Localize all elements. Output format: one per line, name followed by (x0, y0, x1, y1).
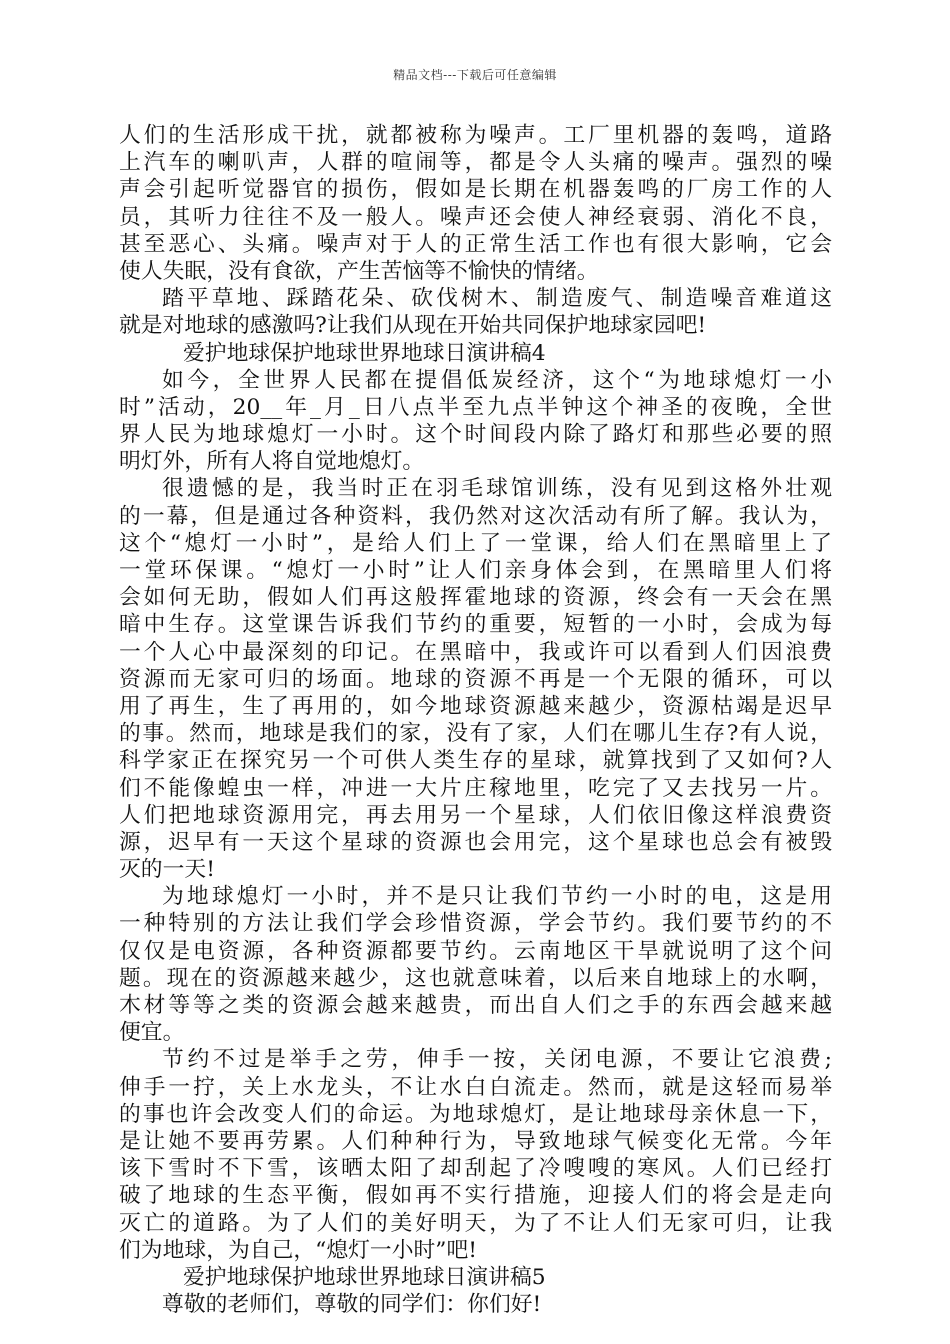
text-line: 一堂环保课。“熄灯一小时”让人们亲身体会到，在黑暗里人们将 (119, 558, 832, 583)
text-line: 资源而无家可归的场面。地球的资源不再是一个无限的循环，可以 (119, 666, 832, 692)
text-line: 人们的生活形成干扰，就都被称为噪声。工厂里机器的轰鸣，道路 (119, 123, 832, 148)
text-line: 该下雪时不下雪，该晒太阳了却刮起了冷嗖嗖的寒风。人们已经打 (119, 1156, 832, 1182)
text-line: 的事也许会改变人们的命运。为地球熄灯，是让地球母亲休息一下， (119, 1101, 832, 1127)
page-header: 精品文档---下载后可任意编辑 (393, 68, 557, 82)
text-line: 时”活动，20__年_月_日八点半至九点半钟这个神圣的夜晚，全世 (119, 394, 832, 420)
text-line: 会如何无助，假如人们再这般挥霍地球的资源，终会有一天会在黑 (119, 585, 832, 611)
text-line: 尊敬的老师们，尊敬的同学们：你们好! (162, 1292, 542, 1318)
text-line: 的一幕，但是通过各种资料，我仍然对这次活动有所了解。我认为， (119, 503, 832, 529)
text-line: 界人民为地球熄灯一小时。这个时间段内除了路灯和那些必要的照 (119, 422, 832, 448)
text-line: 灭亡的道路。为了人们的美好明天，为了不让人们无家可归，让我 (119, 1210, 832, 1236)
text-line: 为地球熄灯一小时，并不是只让我们节约一小时的电，这是用 (162, 884, 832, 910)
text-line: 一个人心中最深刻的印记。在黑暗中，我或许可以看到人们因浪费 (119, 639, 832, 665)
text-line: 明灯外，所有人将自觉地熄灯。 (119, 449, 425, 475)
text-line: 题。现在的资源越来越少，这也就意味着，以后来自地球上的水啊， (119, 965, 832, 991)
text-line: 的事。然而，地球是我们的家，没有了家，人们在哪儿生存?有人说， (119, 721, 832, 747)
section-heading: 爱护地球保护地球世界地球日演讲稿5 (183, 1264, 546, 1290)
section-heading: 爱护地球保护地球世界地球日演讲稿4 (183, 340, 546, 366)
text-line: 这个“熄灯一小时”，是给人们上了一堂课，给人们在黑暗里上了 (119, 530, 832, 556)
text-line: 便宜。 (119, 1020, 185, 1046)
text-line: 节约不过是举手之劳，伸手一按，关闭电源，不要让它浪费; (162, 1047, 832, 1073)
text-line: 用了再生，生了再用的，如今地球资源越来越少，资源枯竭是迟早 (119, 693, 832, 719)
text-line: 破了地球的生态平衡，假如再不实行措施，迎接人们的将会是走向 (119, 1183, 832, 1209)
text-line: 科学家正在探究另一个可供人类生存的星球，就算找到了又如何?人 (119, 748, 832, 774)
text-line: 暗中生存。这堂课告诉我们节约的重要，短暂的一小时，会成为每 (119, 612, 832, 638)
text-line: 是让她不要再劳累。人们种种行为，导致地球气候变化无常。今年 (119, 1128, 832, 1154)
text-line: 们不能像蝗虫一样，冲进一大片庄稼地里，吃完了又去找另一片。 (119, 775, 832, 801)
text-line: 声会引起听觉器官的损伤，假如是长期在机器轰鸣的厂房工作的人 (119, 177, 832, 203)
text-line: 就是对地球的感激吗?让我们从现在开始共同保护地球家园吧! (119, 313, 707, 339)
text-line: 如今，全世界人民都在提倡低炭经济，这个“为地球熄灯一小 (162, 367, 832, 393)
text-line: 使人失眠，没有食欲，产生苦恼等不愉快的情绪。 (119, 258, 599, 284)
text-line: 木材等等之类的资源会越来越贵，而出自人们之手的东西会越来越 (119, 993, 832, 1018)
text-line: 踏平草地、踩踏花朵、砍伐树木、制造废气、制造噪音难道这 (162, 286, 832, 312)
text-line: 灭的一天! (119, 857, 215, 883)
text-line: 一种特别的方法让我们学会珍惜资源，学会节约。我们要节约的不 (119, 911, 832, 937)
text-line: 上汽车的喇叭声，人群的喧闹等，都是令人头痛的噪声。强烈的噪 (119, 150, 832, 176)
text-line: 甚至恶心、头痛。噪声对于人的正常生活工作也有很大影响，它会 (119, 231, 832, 257)
text-line: 员，其听力往往不及一般人。噪声还会使人神经衰弱、消化不良， (119, 204, 832, 230)
document-body (119, 122, 832, 1318)
text-line: 人们把地球资源用完，再去用另一个星球，人们依旧像这样浪费资 (119, 802, 832, 828)
text-line: 很遗憾的是，我当时正在羽毛球馆训练，没有见到这格外壮观 (162, 476, 832, 502)
text-line: 仅仅是电资源，各种资源都要节约。云南地区干旱就说明了这个问 (119, 938, 832, 964)
text-line: 伸手一拧，关上水龙头，不让水白白流走。然而，就是这轻而易举 (119, 1074, 832, 1100)
text-line: 源，迟早有一天这个星球的资源也会用完，这个星球也总会有被毁 (119, 829, 832, 855)
text-line: 们为地球，为自己，“熄灯一小时”吧! (119, 1237, 477, 1263)
